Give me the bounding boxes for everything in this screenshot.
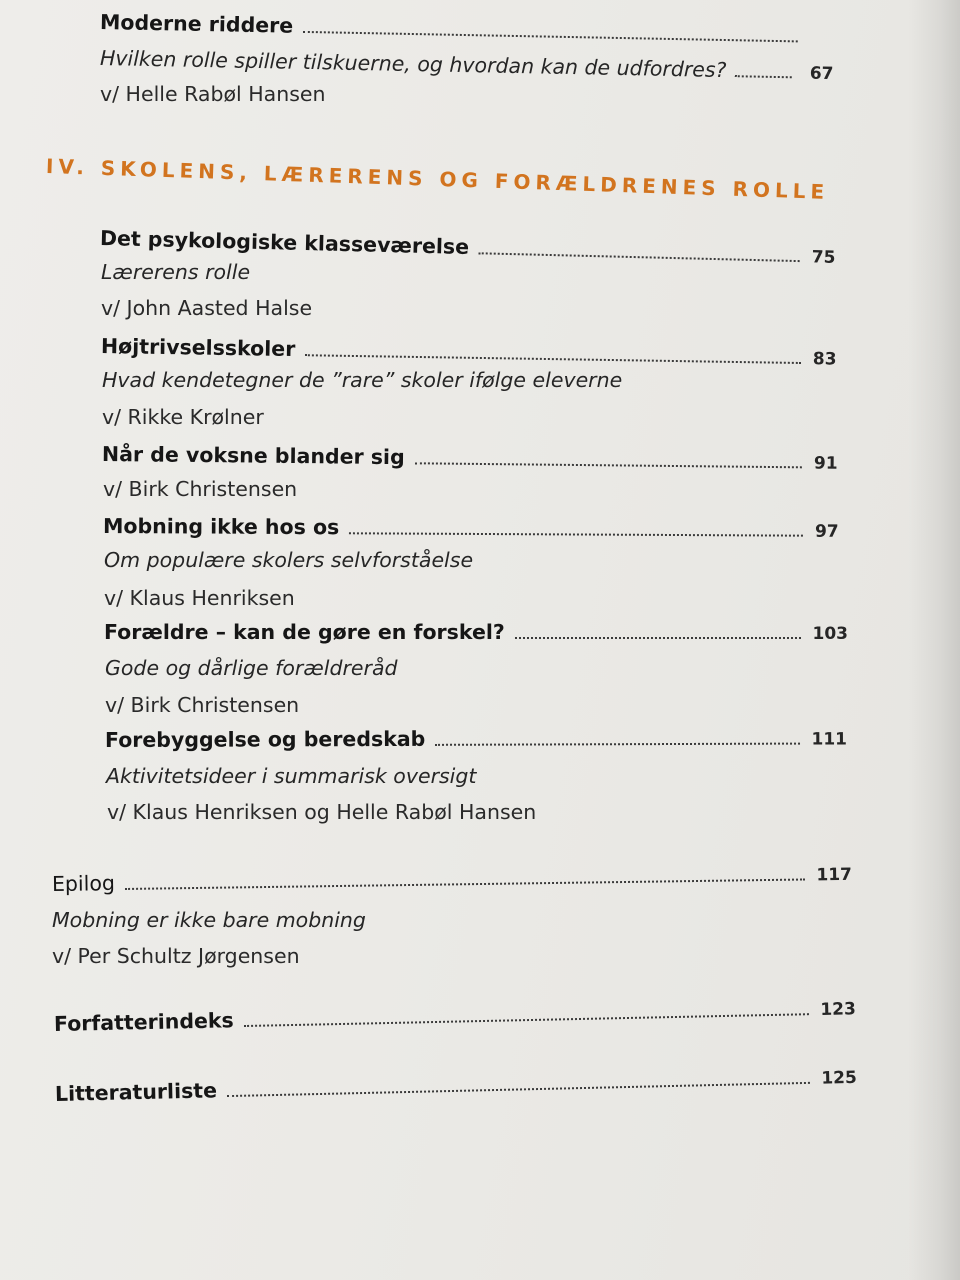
toc-entry <box>103 514 845 542</box>
entry-title: Når de voksne blander sig <box>101 442 405 470</box>
entry-author: v/ Birk Christensen <box>103 477 298 501</box>
toc-entry-epilog <box>52 861 852 896</box>
entry-author: v/ John Aasted Halse <box>101 296 313 320</box>
entry-subtitle: Lærerens rolle <box>101 260 251 284</box>
toc-entry <box>104 620 848 644</box>
dot-leader <box>227 1082 809 1097</box>
entry-title: Det psykologiske klasseværelse <box>99 226 470 260</box>
page-number: 83 <box>812 349 837 370</box>
entry-subtitle: Hvad kendetegner de ”rare” skoler ifølge eleverne <box>102 368 623 392</box>
dot-leader <box>515 637 801 639</box>
page-number: 67 <box>809 63 834 85</box>
entry-title: Epilog <box>51 871 116 896</box>
entry-subtitle-row <box>100 46 840 84</box>
toc-entry <box>105 725 847 752</box>
page-number: 91 <box>813 453 838 474</box>
dot-leader <box>734 75 791 78</box>
entry-author: v/ Klaus Henriksen <box>104 586 295 610</box>
page-number <box>798 42 840 43</box>
entry-title: Forældre – kan de gøre en forskel? <box>104 620 505 644</box>
entry-author: v/ Helle Rabøl Hansen <box>100 82 326 106</box>
section-heading: IV. SKOLENS, LÆRERENS OG FORÆLDRENES ROLLE <box>45 154 830 204</box>
page-number: 111 <box>811 729 848 750</box>
entry-author: v/ Birk Christensen <box>105 693 300 717</box>
entry-subtitle: Mobning er ikke bare mobning <box>52 908 366 932</box>
page-number: 103 <box>812 624 848 644</box>
entry-subtitle: Gode og dårlige forældreråd <box>105 656 398 680</box>
entry-subtitle: Om populære skolers selvforståelse <box>104 548 474 572</box>
entry-author: v/ Per Schultz Jørgensen <box>52 944 300 968</box>
toc-entry <box>102 442 844 474</box>
toc-entry-forfatterindeks <box>54 995 856 1036</box>
page-number: 75 <box>811 247 836 268</box>
page-edge-shadow <box>908 0 960 1280</box>
entry-author: v/ Klaus Henriksen og Helle Rabøl Hansen <box>107 800 537 824</box>
entry-title: Højtrivselsskoler <box>100 334 296 362</box>
entry-title: Forfatterindeks <box>53 1008 234 1036</box>
page-number: 123 <box>820 999 857 1020</box>
entry-title: Litteraturliste <box>54 1078 218 1106</box>
entry-title: Mobning ikke hos os <box>102 514 340 540</box>
entry-subtitle: Aktivitetsideer i summarisk oversigt <box>106 764 477 788</box>
dot-leader <box>305 354 801 364</box>
dot-leader <box>349 532 803 536</box>
dot-leader <box>415 462 802 468</box>
toc-entry <box>101 334 843 370</box>
dot-leader <box>244 1013 809 1027</box>
page-number: 97 <box>814 521 839 542</box>
toc-entry-moderne-riddere <box>100 10 840 48</box>
page-number: 125 <box>821 1067 858 1089</box>
dot-leader <box>125 878 805 889</box>
entry-title: Forebyggelse og beredskab <box>104 726 426 752</box>
entry-author: v/ Rikke Krølner <box>102 405 264 429</box>
page-number: 117 <box>816 864 853 886</box>
entry-title: Moderne riddere <box>99 10 294 38</box>
dot-leader <box>303 31 798 42</box>
dot-leader <box>435 743 799 746</box>
dot-leader <box>479 252 800 262</box>
entry-subtitle: Hvilken rolle spiller tilskuerne, og hvordan kan de udfordres? <box>99 46 727 83</box>
toc-entry-litteraturliste <box>55 1064 857 1106</box>
